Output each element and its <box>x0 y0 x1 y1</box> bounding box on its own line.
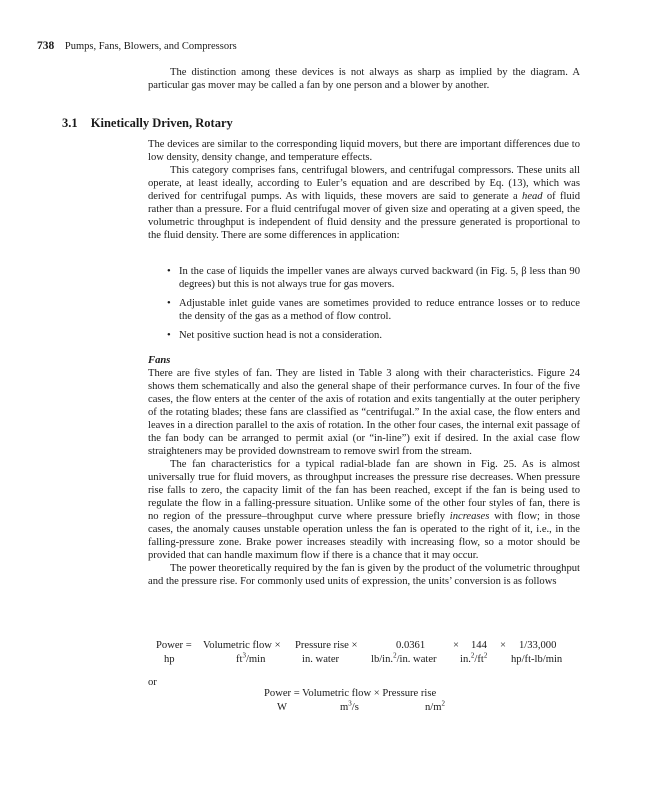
equation-2 <box>0 688 647 718</box>
bullet-text: Adjustable inlet guide vanes are sometimes provided to reduce entrance losses or to reduce the density of the gas as a method of flow control. <box>179 298 580 322</box>
fans-section <box>148 354 580 588</box>
section-title: Kinetically Driven, Rotary <box>90 116 233 130</box>
fans-paragraph-3: The power theoretically required by the fan is given by the product of the volumetric throughput and the pressure rise. For commonly used units of expression, the units’ conversion is as follows <box>148 563 580 587</box>
fans-paragraph-2-part-b: with flow; in those cases, the anomaly causes unstable operation unless the fan is operated to the right of it, i.e., in the falling-pressure zone. Brake power increases steadily with increasing flow, so a motor should be provided that can handle maximum flow if there is a chance that it may occur. <box>148 511 580 561</box>
section-number: 3.1 <box>62 116 78 130</box>
eq1-times-2: × <box>500 640 506 651</box>
eq1-unit-c3: hp/ft-lb/min <box>511 654 563 665</box>
eq1-unit-pressure: in. water <box>302 654 340 665</box>
bullet-dot-icon: • <box>167 330 171 341</box>
eq1-constant-1: 0.0361 <box>396 640 426 651</box>
intro-paragraph <box>148 66 580 92</box>
eq1-constant-2: 144 <box>471 640 487 651</box>
equation-1 <box>0 640 647 670</box>
eq1-times-1: × <box>453 640 459 651</box>
fans-paragraph-1: There are five styles of fan. They are listed in Table 3 along with their characteristics. Figure 24 shows them schematically and also the general shape of their performance curves. In four of the five cases, the flow enters at the center of the axis of rotation and exits tangentially at the outer periphery of the rotating blades; these fans are classified as “centrifugal.” In the axial case, the flow enters and leaves in a direction parallel to the axis of rotation. In the other four cases, the internal exit passage of the fan body can be arranged to permit axial (or “in-line”) exit if desired. In the axial case flow straighteners may be provided downstream to remove swirl from the stream. <box>148 368 580 457</box>
bullet-item <box>167 297 580 323</box>
eq2-unit-flow-tail: /s <box>351 702 359 713</box>
paragraph-2 <box>148 164 580 242</box>
eq1-unit-c2-a: in. <box>460 654 471 665</box>
bullet-dot-icon: • <box>167 266 171 277</box>
bullet-text: Net positive suction head is not a consideration. <box>179 330 383 341</box>
eq1-pressure: Pressure rise × <box>295 640 358 651</box>
page-number: 738 <box>37 40 55 52</box>
eq1-unit-c2-sup: 2 <box>470 651 475 660</box>
eq2-unit-flow <box>340 699 359 713</box>
fans-paragraph-2 <box>148 458 580 562</box>
fans-heading: Fans <box>148 355 171 366</box>
paragraph-2-part-b: of fluid rather than a pressure. For a fluid centrifugal mover of given size and operating at a given speed, the volumetric throughput is independent of fluid density and the pressure generated is proportional to the fluid density. There are some differences in application: <box>148 191 580 241</box>
eq2-unit-flow-sup: 3 <box>348 699 352 708</box>
eq2-expression: Power = Volumetric flow × Pressure rise <box>264 688 437 699</box>
eq2-unit-pressure <box>425 699 445 713</box>
eq1-unit-c1-sup: 2 <box>393 651 397 660</box>
eq1-power: Power = <box>156 640 192 651</box>
eq1-unit-power: hp <box>164 654 175 665</box>
eq1-unit-c1-b: /in. water <box>396 654 437 665</box>
bullet-item <box>167 329 580 342</box>
paragraph-2-part-a: This category comprises fans, centrifugal blowers, and centrifugal compressors. These units all operate, at least ideally, according to Euler’s equation and are described by Eq. (13), which was derived for centrifugal pumps. As with liquids, these movers are said to generate a <box>148 165 580 202</box>
eq2-unit-pressure-sup: 2 <box>441 699 445 708</box>
eq1-unit-flow-base: ft <box>236 654 243 665</box>
eq1-unit-c2-sup2: 2 <box>483 651 488 660</box>
eq1-flow: Volumetric flow × <box>203 640 281 651</box>
eq2-unit-pressure-base: n/m <box>425 702 442 713</box>
eq1-unit-c2-b: /ft <box>474 654 484 665</box>
eq2-unit-flow-base: m <box>340 702 349 713</box>
eq1-unit-c1 <box>371 651 437 665</box>
eq1-unit-flow-tail: /min <box>245 654 266 665</box>
eq1-unit-c2 <box>460 651 488 665</box>
bullet-text: In the case of liquids the impeller vanes are always curved backward (in Fig. 5, β less than 90 degrees) but this is not always true for gas movers. <box>179 266 580 290</box>
section-heading <box>62 116 233 131</box>
eq2-unit-power: W <box>277 702 287 713</box>
paragraph-1: The devices are similar to the corresponding liquid movers, but there are important differences due to low density, density change, and temperature effects. <box>148 139 580 163</box>
intro-text: The distinction among these devices is not always as sharp as implied by the diagram. A particular gas mover may be called a fan by one person and a blower by another. <box>148 67 580 91</box>
eq1-unit-c1-a: lb/in. <box>371 654 394 665</box>
paragraph-2-emphasis: head <box>522 191 543 202</box>
bullet-dot-icon: • <box>167 298 171 309</box>
bullet-item <box>167 265 580 291</box>
eq1-unit-flow <box>236 651 266 665</box>
eq1-constant-3: 1/33,000 <box>519 640 557 651</box>
eq1-unit-flow-sup: 3 <box>242 651 246 660</box>
running-title: Pumps, Fans, Blowers, and Compressors <box>64 41 237 52</box>
bullet-list <box>167 265 580 348</box>
section-body <box>148 138 580 242</box>
running-head <box>37 40 237 52</box>
fans-paragraph-2-emphasis: increases <box>449 511 490 522</box>
fans-paragraph-2-part-a: The fan characteristics for a typical radial-blade fan are shown in Fig. 25. As is almost universally true for fluid movers, as throughput increases the pressure rise decreases. When pressure rise falls to zero, the capacity limit of the fan has been reached, except if the fan is being used to regulate the flow in a falling-pressure situation. Unlike some of the other four styles of fan, there is no region of the pressure–throughput curve where pressure briefly <box>148 459 580 522</box>
or-text: or <box>148 677 157 688</box>
